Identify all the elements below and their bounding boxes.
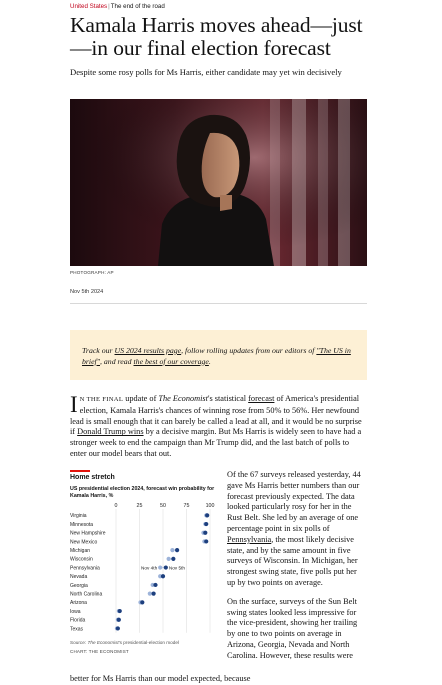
chart-subtitle: US presidential election 2024, forecast win probability for Kamala Harris, % — [70, 486, 215, 499]
nov-5th-dot — [203, 531, 207, 535]
nov-5th-dot — [117, 618, 121, 622]
category-label: Texas — [70, 626, 84, 633]
coverage-callout — [70, 330, 367, 380]
x-tick-label: 75 — [183, 503, 190, 509]
divider — [70, 303, 367, 304]
us-in-brief-link[interactable]: "The US in brief" — [82, 346, 351, 366]
article-paragraph: On the surface, surveys of the Sun Belt swing states looked less impressive for the vice-president, showing her trailing by one to two points on average in Arizona, Georgia, Nevada and North Carolina. However, these results were — [227, 596, 358, 660]
nov-5th-dot — [161, 574, 165, 578]
nov-4th-dot — [158, 565, 162, 569]
nov-5th-dot — [175, 548, 179, 552]
section-link[interactable]: United States — [70, 3, 108, 10]
x-tick-label: 25 — [136, 503, 143, 509]
small-caps-lead: N THE FINAL — [79, 396, 124, 403]
category-label: Georgia — [70, 582, 88, 589]
paragraph-text: , the most likely decisive state, and by the same amount in five surveys of Wisconsin. In Michigan, her strongest swing state, five polls put her up by two points on average. — [227, 534, 358, 587]
nov-4th-dot — [170, 548, 174, 552]
category-label: North Carolina — [70, 591, 103, 598]
category-label: Pennsylvania — [70, 565, 100, 572]
drop-cap: I — [70, 392, 78, 417]
trump-wins-link[interactable]: Donald Trump wins — [77, 427, 144, 437]
category-label: Nevada — [70, 574, 88, 581]
article-paragraph — [70, 394, 367, 460]
hero-photo — [70, 99, 367, 266]
category-label: Wisconsin — [70, 556, 93, 563]
paragraph-text: of America's presidential election, Kamala Harris's chances of winning rose from 50% to 56%. Her newfound lead is small enough that it can barely be called a lead at all, and it would be no surprise if — [70, 394, 362, 437]
publish-date: Nov 5th 2024 — [70, 289, 104, 295]
article-column — [227, 470, 367, 670]
x-tick-label: 100 — [205, 503, 215, 509]
callout-text: , follow rolling updates from our editors of — [181, 346, 317, 355]
source-publication: The Economist — [87, 640, 119, 645]
category-label: New Hampshire — [70, 530, 106, 537]
nov-5th-dot — [140, 600, 144, 604]
callout-text: Track our — [82, 346, 115, 355]
forecast-link[interactable]: forecast — [248, 394, 275, 403]
source-prefix: Source: — [70, 640, 88, 645]
pennsylvania-link[interactable]: Pennsylvania — [227, 534, 272, 544]
category-label: Michigan — [70, 547, 91, 554]
category-label: Virginia — [70, 513, 87, 520]
best-coverage-link[interactable]: the best of our coverage — [133, 356, 209, 366]
nov-4th-dot — [167, 557, 171, 561]
publication-name: The Economist — [158, 394, 208, 403]
category-label: Minnesota — [70, 521, 94, 528]
series-label: The end of the road — [110, 3, 165, 10]
x-tick-label: 50 — [160, 503, 166, 509]
nov-5th-dot — [205, 513, 209, 517]
callout-text: . — [208, 356, 211, 366]
nov-5th-dot — [153, 583, 157, 587]
forecast-chart — [70, 470, 216, 654]
source-suffix: 's presidential-election model — [118, 640, 180, 645]
callout-text: , and read — [100, 356, 134, 366]
kicker-separator: | — [108, 3, 110, 10]
nov-5th-dot — [152, 592, 156, 596]
standfirst: Despite some rosy polls for Ms Harris, either candidate may yet win decisively — [70, 67, 342, 77]
annotation-nov-4th: Nov 4th — [141, 565, 158, 571]
article-paragraph-cutoff: better for Ms Harris than our model expected, because — [70, 674, 251, 683]
chart-heading: Home stretch — [70, 474, 115, 481]
nov-5th-dot — [118, 609, 122, 613]
headline: Kamala Harris moves ahead—just—in our final election forecast — [70, 13, 363, 60]
chart-credit: CHART: THE ECONOMIST — [70, 649, 129, 654]
photo-credit: PHOTOGRAPH: AP — [70, 270, 114, 275]
kicker — [70, 3, 165, 10]
paragraph-text: update of — [123, 394, 159, 403]
annotation-nov-5th: Nov 5th — [168, 565, 185, 571]
nov-4th-dot — [148, 592, 152, 596]
chart-accent-bar — [70, 470, 90, 472]
paragraph-text: 's statistical — [207, 394, 249, 403]
category-label: New Mexico — [70, 539, 98, 546]
nov-5th-dot — [116, 626, 120, 630]
nov-5th-dot — [204, 539, 208, 543]
nov-5th-dot — [204, 522, 208, 526]
category-label: Florida — [70, 617, 86, 624]
chart-plot — [70, 501, 216, 638]
x-tick-label: 0 — [114, 503, 118, 509]
nov-5th-dot — [164, 565, 168, 569]
hero-image — [70, 99, 367, 266]
paragraph-text: by a decisive margin. But Ms Harris is widely seen to have had a stronger week to end the campaign than Mr Trump did, and the last batch of polls to enter our model bears that out. — [70, 427, 362, 458]
nov-5th-dot — [171, 557, 175, 561]
paragraph-text: Of the 67 surveys released yesterday, 44 gave Ms Harris better numbers than our forecast previously expected. The data looked particularly rosy for her in the Rust Belt. She led by an average of one percentage point in six polls of — [227, 470, 361, 533]
results-page-link[interactable]: US 2024 results page — [114, 346, 182, 355]
category-label: Arizona — [70, 600, 87, 607]
chart-source — [70, 640, 216, 645]
category-label: Iowa — [70, 608, 81, 615]
article-paragraph — [227, 470, 367, 589]
